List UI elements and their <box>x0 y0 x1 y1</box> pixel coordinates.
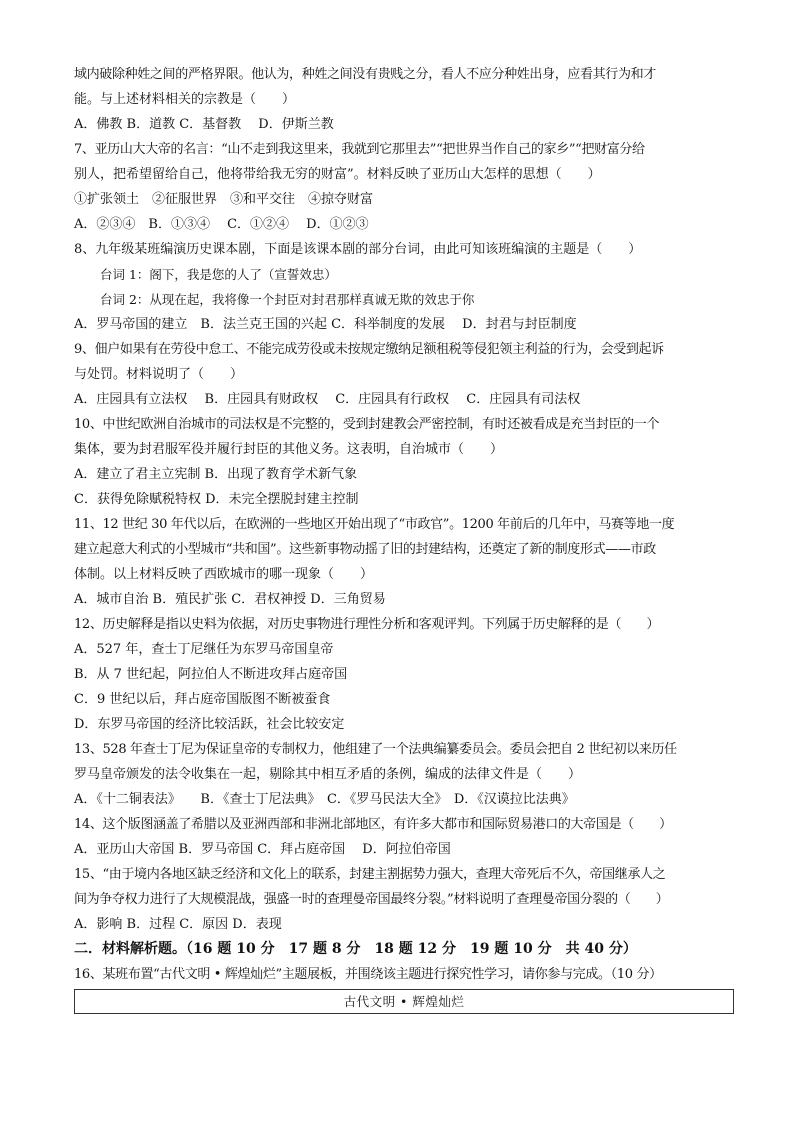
q7-stem-line-2: 别人，把希望留给自己，他将带给我无穷的财富”。材料反映了亚历山大怎样的思想（ ） <box>74 167 601 182</box>
q6-stem-line-2: 能。与上述材料相关的宗教是（ ） <box>74 92 296 107</box>
q11-stem-line-3: 体制。以上材料反映了西欧城市的哪一现象（ ） <box>74 567 374 582</box>
q8-stem: 8、九年级某班编演历史课本剧，下面是该课本剧的部分台词，由此可知该班编演的主题是（ ） <box>74 242 642 257</box>
q14-options: A．亚历山大帝国 B．罗马帝国 C．拜占庭帝国 D．阿拉伯帝国 <box>74 842 451 857</box>
q8-line-2: 台词 2：从现在起，我将像一个封臣对封君那样真诚无欺的效忠于你 <box>100 292 475 307</box>
q12-option-a: A．527 年，查士丁尼继任为东罗马帝国皇帝 <box>74 642 334 657</box>
q14-stem: 14、这个版图涵盖了希腊以及亚洲西部和非洲北部地区，有许多大都市和国际贸易港口的大帝国是（ ） <box>74 817 672 832</box>
q12-option-d: D．东罗马帝国的经济比较活跃，社会比较安定 <box>74 717 345 732</box>
q6-options: A．佛教 B．道教 C．基督教 D．伊斯兰教 <box>74 117 334 132</box>
q12-option-b: B．从 7 世纪起，阿拉伯人不断进攻拜占庭帝国 <box>74 667 348 682</box>
q12-option-c: C．9 世纪以后，拜占庭帝国版图不断被蚕食 <box>74 692 331 707</box>
q7-stem-line-1: 7、亚历山大大帝的名言：“山不走到我这里来，我就到它那里去”“把世界当作自己的家乡”“把财富分给 <box>74 142 645 157</box>
q10-stem-line-1: 10、中世纪欧洲自治城市的司法权是不完整的，受到封建教会严密控制，有时还被看成是充当封臣的一个 <box>74 417 660 432</box>
q9-options: A．庄园具有立法权 B．庄园具有财政权 C．庄园具有行政权 C．庄园具有司法权 <box>74 392 581 407</box>
q9-stem-line-2: 与处罚。材料说明了（ ） <box>74 367 244 382</box>
q7-items: ①扩张领土 ②征服世界 ③和平交往 ④掠夺财富 <box>74 192 374 207</box>
exam-content <box>74 62 734 1014</box>
q8-line-1: 台词 1：阁下，我是您的人了（宣誓效忠） <box>100 267 337 282</box>
q15-options: A．影响 B．过程 C．原因 D．表现 <box>74 917 282 932</box>
q7-options: A．②③④ B．①③④ C．①②④ D．①②③ <box>74 217 369 232</box>
section-two-heading: 二．材料解析题。（16 题 10 分 17 题 8 分 18 题 12 分 19 题 10 分 共 40 分） <box>74 941 637 957</box>
q13-stem-line-2: 罗马皇帝颁发的法令收集在一起，剔除其中相互矛盾的条例，编成的法律文件是（ ） <box>74 767 582 782</box>
q13-options: A．《十二铜表法》 B．《查士丁尼法典》 C．《罗马民法大全》 D．《汉谟拉比法典》 <box>74 792 575 807</box>
q12-stem: 12、历史解释是指以史料为依据，对历史事物进行理性分析和客观评判。下列属于历史解释的是（ ） <box>74 617 660 632</box>
q11-options: A．城市自治 B．殖民扩张 C．君权神授 D．三角贸易 <box>74 592 386 607</box>
exhibition-board-title: 古代文明 • 辉煌灿烂 <box>74 989 734 1014</box>
q8-options: A．罗马帝国的建立 B．法兰克王国的兴起 C．科举制度的发展 D．封君与封臣制度 <box>74 317 577 332</box>
q10-options-ab: A．建立了君主立宪制 B．出现了教育学术新气象 <box>74 467 358 482</box>
q11-stem-line-1: 11、12 世纪 30 年代以后，在欧洲的一些地区开始出现了“市政官”。1200 年前后的几年中，马赛等地一度 <box>74 517 675 532</box>
q10-options-cd: C．获得免除赋税特权 D．未完全摆脱封建主控制 <box>74 492 359 507</box>
q13-stem-line-1: 13、528 年查士丁尼为保证皇帝的专制权力，他组建了一个法典编纂委员会。委员会把自 2 世纪初以来历任 <box>74 742 677 757</box>
q16-stem: 16、某班布置“古代文明 • 辉煌灿烂”主题展板，并围绕该主题进行探究性学习，请你参与完成。（10 分） <box>74 967 662 982</box>
q11-stem-line-2: 建立起意大利式的小型城市“共和国”。这些新事物动摇了旧的封建结构，还奠定了新的制度形式——市政 <box>74 542 656 557</box>
q15-stem-line-1: 15、“由于境内各地区缺乏经济和文化上的联系，封建主割据势力强大，查理大帝死后不久，帝国继承人之 <box>74 867 666 882</box>
q9-stem-line-1: 9、佃户如果有在劳役中怠工、不能完成劳役或未按规定缴纳足额租税等侵犯领主利益的行为，会受到起诉 <box>74 342 664 357</box>
q6-stem-line-1: 域内破除种姓之间的严格界限。他认为，种姓之间没有贵贱之分，看人不应分种姓出身，应看其行为和才 <box>74 67 656 82</box>
q10-stem-line-2: 集体，要为封君服军役并履行封臣的其他义务。这表明，自治城市（ ） <box>74 442 504 457</box>
q15-stem-line-2: 间为争夺权力进行了大规模混战，强盛一时的查理曼帝国最终分裂。”材料说明了查理曼帝国分裂的（ ） <box>74 892 669 907</box>
